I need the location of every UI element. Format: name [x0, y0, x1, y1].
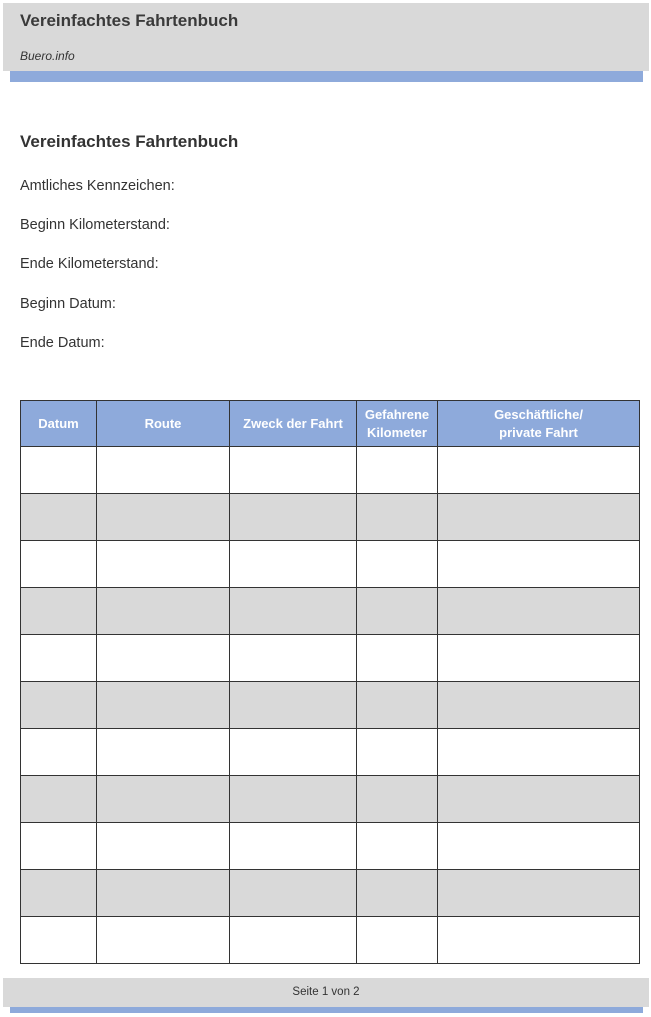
table-cell[interactable]: [357, 917, 438, 964]
table-header-row: [21, 401, 640, 447]
table-cell[interactable]: [97, 870, 230, 917]
table-cell[interactable]: [97, 635, 230, 682]
table-cell[interactable]: [230, 917, 357, 964]
table-cell[interactable]: [97, 776, 230, 823]
table-cell[interactable]: [438, 682, 640, 729]
table-body: [21, 447, 640, 964]
table-cell[interactable]: [97, 588, 230, 635]
table-cell[interactable]: [438, 635, 640, 682]
table-row: [21, 635, 640, 682]
field-ende-kilometerstand: Ende Kilometerstand:: [20, 256, 159, 272]
table-cell[interactable]: [230, 870, 357, 917]
table-cell[interactable]: [230, 776, 357, 823]
table-cell[interactable]: [357, 682, 438, 729]
table-cell[interactable]: [357, 823, 438, 870]
table-cell[interactable]: [438, 776, 640, 823]
table-row: [21, 917, 640, 964]
table-row: [21, 682, 640, 729]
table-cell[interactable]: [97, 917, 230, 964]
table-row: [21, 870, 640, 917]
table-cell[interactable]: [438, 541, 640, 588]
field-kennzeichen: Amtliches Kennzeichen:: [20, 178, 175, 194]
column-header-datum: Datum: [21, 401, 97, 447]
table-cell[interactable]: [21, 494, 97, 541]
table-cell[interactable]: [438, 447, 640, 494]
table-cell[interactable]: [357, 494, 438, 541]
table-cell[interactable]: [357, 541, 438, 588]
table-row: [21, 729, 640, 776]
table-cell[interactable]: [21, 870, 97, 917]
document-title: Vereinfachtes Fahrtenbuch: [20, 132, 239, 151]
table-cell[interactable]: [357, 729, 438, 776]
table-cell[interactable]: [438, 494, 640, 541]
table-row: [21, 823, 640, 870]
table-cell[interactable]: [230, 447, 357, 494]
table-cell[interactable]: [21, 588, 97, 635]
table-cell[interactable]: [438, 870, 640, 917]
table-cell[interactable]: [230, 823, 357, 870]
table-cell[interactable]: [357, 635, 438, 682]
table-cell[interactable]: [21, 541, 97, 588]
table-cell[interactable]: [230, 541, 357, 588]
table-cell[interactable]: [357, 588, 438, 635]
table-cell[interactable]: [21, 823, 97, 870]
page-number: Seite 1 von 2: [292, 986, 360, 998]
table-row: [21, 541, 640, 588]
column-header-zweck: Zweck der Fahrt: [230, 401, 357, 447]
table-cell[interactable]: [21, 917, 97, 964]
table-cell[interactable]: [97, 729, 230, 776]
header-accent-bar: [10, 71, 643, 82]
table-cell[interactable]: [438, 917, 640, 964]
table-cell[interactable]: [438, 823, 640, 870]
table-cell[interactable]: [357, 776, 438, 823]
page-header: [3, 3, 649, 71]
field-ende-datum: Ende Datum:: [20, 335, 105, 351]
table-row: [21, 776, 640, 823]
table-cell[interactable]: [438, 729, 640, 776]
field-beginn-kilometerstand: Beginn Kilometerstand:: [20, 217, 170, 233]
column-header-kilometer: Gefahrene Kilometer: [357, 401, 438, 447]
table-cell[interactable]: [21, 729, 97, 776]
field-beginn-datum: Beginn Datum:: [20, 296, 116, 312]
table-cell[interactable]: [21, 447, 97, 494]
table-cell[interactable]: [230, 682, 357, 729]
table-cell[interactable]: [97, 682, 230, 729]
column-header-fahrtart: Geschäftliche/ private Fahrt: [438, 401, 640, 447]
table-cell[interactable]: [357, 870, 438, 917]
table-cell[interactable]: [230, 494, 357, 541]
table-cell[interactable]: [97, 447, 230, 494]
table-cell[interactable]: [230, 729, 357, 776]
table-cell[interactable]: [21, 776, 97, 823]
column-header-route: Route: [97, 401, 230, 447]
header-title: Vereinfachtes Fahrtenbuch: [20, 11, 239, 30]
page-footer: [3, 978, 649, 1007]
table-cell[interactable]: [21, 682, 97, 729]
table-row: [21, 494, 640, 541]
table-cell[interactable]: [230, 635, 357, 682]
table-cell[interactable]: [438, 588, 640, 635]
table-cell[interactable]: [97, 823, 230, 870]
table-cell[interactable]: [97, 494, 230, 541]
table-cell[interactable]: [21, 635, 97, 682]
table-cell[interactable]: [97, 541, 230, 588]
footer-accent-bar: [10, 1007, 643, 1013]
table-cell[interactable]: [357, 447, 438, 494]
logbook-table: [20, 400, 640, 964]
table-row: [21, 588, 640, 635]
table-cell[interactable]: [230, 588, 357, 635]
table-row: [21, 447, 640, 494]
header-subtitle: Buero.info: [20, 49, 75, 63]
